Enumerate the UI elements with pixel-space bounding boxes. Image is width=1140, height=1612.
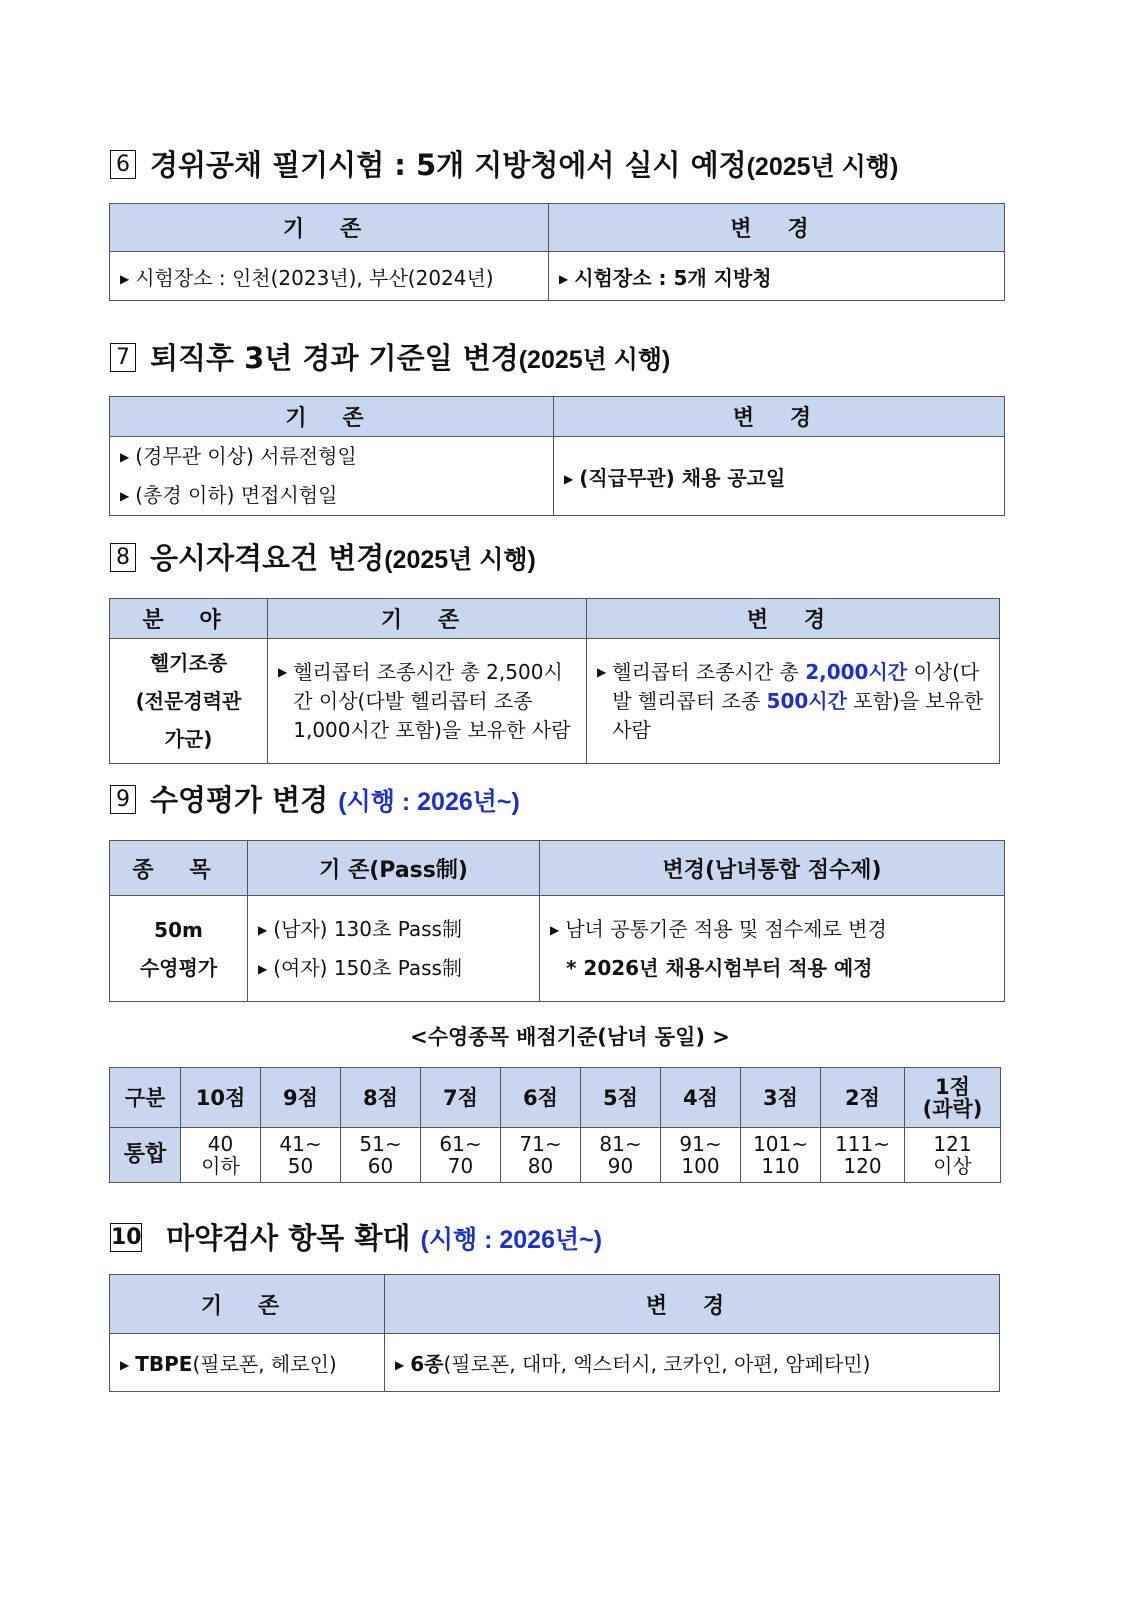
score-header-cell bbox=[341, 1068, 421, 1128]
score-value-line: 120 bbox=[843, 1154, 882, 1178]
score-value-line: 101~ bbox=[753, 1132, 808, 1156]
score-header-line: 6점 bbox=[523, 1085, 558, 1110]
new-cell bbox=[540, 896, 1005, 1002]
score-table-caption: <수영종목 배점기준(남녀 동일) > bbox=[410, 1025, 730, 1049]
score-value-cell bbox=[421, 1128, 501, 1183]
score-value-line: 110 bbox=[761, 1154, 800, 1178]
header-old: 기 존(Pass制) bbox=[248, 841, 540, 896]
section-6-title bbox=[110, 146, 898, 186]
section-6-table bbox=[109, 203, 1005, 301]
section-title-text: 수영평가 변경 bbox=[150, 783, 329, 817]
score-header-line: 8점 bbox=[363, 1085, 398, 1110]
note: * 2026년 채용시험부터 적용 예정 bbox=[566, 956, 873, 980]
score-value-cell bbox=[181, 1128, 261, 1183]
section-title-suffix: (시행 : 2026년~) bbox=[420, 1226, 603, 1254]
triangle-bullet-icon: ▶ bbox=[559, 271, 569, 286]
section-title-suffix: (시행 : 2026년~) bbox=[338, 788, 520, 816]
header-old: 기 존 bbox=[110, 204, 549, 252]
triangle-bullet-icon: ▶ bbox=[258, 922, 268, 937]
section-7-title bbox=[110, 339, 670, 379]
score-value-line: 40 bbox=[207, 1132, 234, 1156]
score-header-line: 4점 bbox=[683, 1085, 718, 1110]
header-new: 변 경 bbox=[385, 1275, 1000, 1334]
score-value-line: 70 bbox=[447, 1154, 474, 1178]
old-cell: ▶ 시험장소 : 인천(2023년), 부산(2024년) bbox=[110, 252, 549, 301]
triangle-bullet-icon: ▶ bbox=[550, 923, 560, 937]
triangle-bullet-icon: ▶ bbox=[395, 1358, 405, 1372]
score-value-cell bbox=[261, 1128, 341, 1183]
old-cell bbox=[110, 437, 554, 516]
new-cell: ▶ (직급무관) 채용 공고일 bbox=[554, 437, 1005, 516]
score-value-line: 60 bbox=[367, 1154, 394, 1178]
section-number: 7 bbox=[110, 343, 136, 372]
list-item: ▶ (경무관 이상) 서류전형일 bbox=[120, 444, 357, 468]
score-value-line: 81~ bbox=[599, 1132, 642, 1156]
score-table bbox=[109, 1067, 1001, 1183]
section-10-table bbox=[109, 1274, 1000, 1392]
triangle-bullet-icon: ▶ bbox=[120, 1358, 130, 1372]
score-value-line: 51~ bbox=[359, 1132, 402, 1156]
score-value-line: 41~ bbox=[279, 1132, 322, 1156]
field-cell bbox=[110, 639, 268, 764]
header-field: 분 야 bbox=[110, 599, 268, 639]
score-value-cell bbox=[905, 1128, 1001, 1183]
section-number: 9 bbox=[110, 785, 136, 814]
score-value-cell bbox=[821, 1128, 905, 1183]
section-number: 10 bbox=[111, 1225, 142, 1250]
section-title-text: 퇴직후 3년 경과 기준일 변경 bbox=[150, 341, 519, 375]
triangle-bullet-icon: ▶ bbox=[120, 450, 130, 464]
section-title-text: 응시자격요건 변경 bbox=[150, 541, 385, 575]
score-value-cell bbox=[661, 1128, 741, 1183]
score-value-line: 91~ bbox=[679, 1132, 722, 1156]
old-cell bbox=[248, 896, 540, 1002]
score-value-line: 이하 bbox=[201, 1154, 240, 1178]
triangle-bullet-icon: ▶ bbox=[564, 471, 574, 486]
header-old: 기 존 bbox=[110, 397, 554, 437]
score-value-line: 100 bbox=[681, 1154, 720, 1178]
list-item: ▶ (남자) 130초 Pass制 bbox=[258, 916, 462, 941]
score-value-line: 이상 bbox=[933, 1154, 972, 1178]
list-item: ▶ (여자) 150초 Pass制 bbox=[258, 955, 462, 980]
score-value-line: 121 bbox=[933, 1132, 972, 1156]
section-7-table bbox=[109, 396, 1005, 516]
section-title-suffix: (2025년 시행) bbox=[518, 346, 671, 374]
header-new: 변 경 bbox=[554, 397, 1005, 437]
score-header-cell bbox=[741, 1068, 821, 1128]
section-10-title bbox=[110, 1219, 602, 1259]
item-line: 수영평가 bbox=[139, 955, 218, 980]
field-line: 헬기조종 bbox=[149, 651, 228, 675]
score-value-cell bbox=[741, 1128, 821, 1183]
new-cell: ▶ 6종(필로폰, 대마, 엑스터시, 코카인, 아편, 암페타민) bbox=[385, 1334, 1000, 1392]
section-8-title bbox=[110, 539, 536, 579]
score-value-line: 71~ bbox=[519, 1132, 562, 1156]
score-value-cell bbox=[581, 1128, 661, 1183]
score-header-cell bbox=[261, 1068, 341, 1128]
header-new: 변경(남녀통합 점수제) bbox=[540, 841, 1005, 896]
score-value-line: 80 bbox=[527, 1154, 554, 1178]
score-header-cell bbox=[821, 1068, 905, 1128]
item-cell bbox=[110, 896, 248, 1002]
score-header-line: 5점 bbox=[603, 1085, 638, 1110]
section-9-table bbox=[109, 840, 1005, 1002]
item-line: 50m bbox=[154, 917, 203, 942]
old-cell bbox=[268, 639, 587, 764]
list-item: ▶ (총경 이하) 면접시험일 bbox=[120, 483, 338, 507]
score-header-line: 9점 bbox=[283, 1085, 318, 1110]
field-line: (전문경력관 bbox=[135, 689, 242, 713]
score-value-line: 61~ bbox=[439, 1132, 482, 1156]
new-text: 헬리콥터 조종시간 총 2,000시간 이상(다발 헬리콥터 조종 500시간 포함)을 보유한 사람 bbox=[612, 659, 984, 742]
score-value-line: 90 bbox=[607, 1154, 634, 1178]
triangle-bullet-icon: ▶ bbox=[278, 664, 288, 679]
score-header-cell bbox=[581, 1068, 661, 1128]
score-header-cell bbox=[661, 1068, 741, 1128]
section-number: 6 bbox=[110, 150, 136, 179]
field-line: 가군) bbox=[164, 727, 213, 751]
section-number: 8 bbox=[110, 543, 136, 572]
new-cell: ▶ 시험장소 : 5개 지방청 bbox=[549, 252, 1005, 301]
header-new: 변 경 bbox=[549, 204, 1005, 252]
new-cell bbox=[587, 639, 1000, 764]
score-header-cell bbox=[501, 1068, 581, 1128]
section-title-suffix: (2025년 시행) bbox=[384, 546, 536, 574]
header-item: 종 목 bbox=[110, 841, 248, 896]
score-header-line: 7점 bbox=[443, 1085, 478, 1110]
section-title-text: 경위공채 필기시험 : 5개 지방청에서 실시 예정 bbox=[150, 148, 747, 182]
score-header-cell bbox=[421, 1068, 501, 1128]
triangle-bullet-icon: ▶ bbox=[597, 664, 607, 679]
score-row-header: 구분 bbox=[110, 1068, 181, 1128]
score-header-line: 2점 bbox=[845, 1085, 880, 1110]
score-value-cell bbox=[341, 1128, 421, 1183]
score-value-line: 111~ bbox=[835, 1132, 890, 1156]
header-new: 변 경 bbox=[587, 599, 1000, 639]
old-cell: ▶ TBPE(필로폰, 헤로인) bbox=[110, 1334, 385, 1392]
section-title-suffix: (2025년 시행) bbox=[746, 153, 899, 181]
score-value-line: 50 bbox=[287, 1154, 314, 1178]
old-text: 헬리콥터 조종시간 총 2,500시간 이상(다발 헬리콥터 조종 1,000시간 포함)을 보유한 사람 bbox=[293, 659, 571, 742]
score-value-cell bbox=[501, 1128, 581, 1183]
header-old: 기 존 bbox=[268, 599, 587, 639]
score-header-line: 1점 bbox=[935, 1074, 970, 1099]
section-8-table bbox=[109, 598, 1000, 764]
score-row-label: 통합 bbox=[110, 1128, 181, 1183]
list-item: ▶ 남녀 공통기준 적용 및 점수제로 변경 bbox=[550, 917, 887, 941]
triangle-bullet-icon: ▶ bbox=[258, 961, 268, 976]
score-header-cell bbox=[181, 1068, 261, 1128]
section-9-title bbox=[110, 781, 520, 821]
score-header-line: 10점 bbox=[195, 1085, 246, 1110]
triangle-bullet-icon: ▶ bbox=[120, 489, 130, 503]
triangle-bullet-icon: ▶ bbox=[120, 271, 130, 286]
header-old: 기 존 bbox=[110, 1275, 385, 1334]
score-header-line: (과락) bbox=[922, 1096, 983, 1121]
score-header-line: 3점 bbox=[763, 1085, 798, 1110]
score-header-cell bbox=[905, 1068, 1001, 1128]
section-title-text: 마약검사 항목 확대 bbox=[166, 1221, 411, 1255]
